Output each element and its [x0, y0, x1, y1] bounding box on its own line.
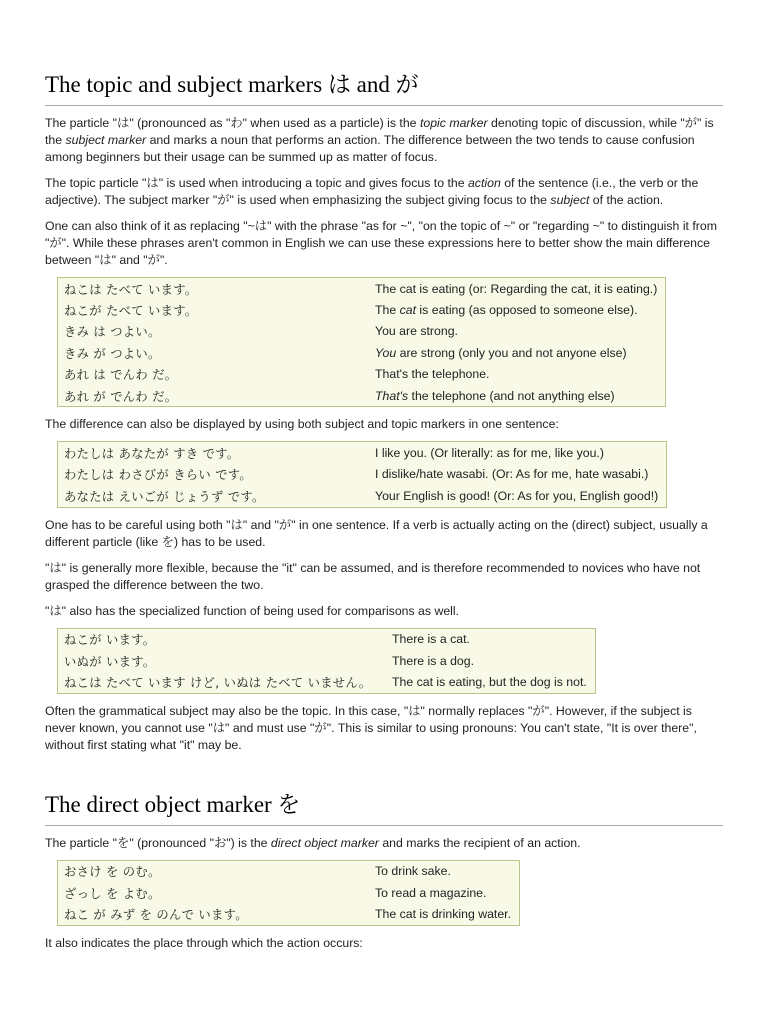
english-translation — [369, 321, 666, 342]
english-translation — [386, 628, 595, 650]
text-run: and marks a noun that performs an action. The difference between the two tends to cause confusion among beginners but their usage can be summed up as matter of focus. — [45, 133, 695, 164]
text-run: The particle "は" (pronounced as "わ" when used as a particle) is the — [45, 116, 420, 130]
section-heading-topic-subject: The topic and subject markers は and が — [45, 0, 723, 106]
english-translation — [369, 342, 666, 363]
paragraph — [45, 560, 723, 594]
japanese-example: わたしは わさびが きらい です。 — [64, 468, 252, 483]
text-run: I like you. (Or literally: as for me, like you.) — [375, 446, 604, 461]
text-run: "は" is generally more flexible, because the "it" can be assumed, and is therefore recommended to novices who have not grasped the difference between the two. — [45, 560, 701, 592]
text-run: and marks the recipient of an action. — [378, 835, 581, 850]
text-run: is eating (as opposed to someone else). — [416, 303, 638, 318]
paragraph — [45, 517, 723, 551]
text-run: The cat is drinking water. — [375, 907, 512, 922]
english-translation — [369, 903, 520, 925]
text-run: The particle "を" (pronounced "お") is the — [45, 835, 271, 850]
text-run: To read a magazine. — [375, 885, 487, 900]
japanese-example: あなたは えいごが じょうず です。 — [64, 489, 265, 504]
emphasis-text: topic marker — [419, 116, 488, 130]
section-heading-direct-object: The direct object marker を — [45, 786, 723, 826]
paragraph — [45, 835, 723, 852]
english-translation — [369, 442, 667, 464]
japanese-example: ねこが たべて います。 — [64, 304, 198, 319]
example-table — [57, 277, 666, 407]
japanese-example: わたしは あなたが すき です。 — [64, 447, 240, 462]
text-run: There is a cat. — [392, 632, 470, 647]
table-row — [58, 903, 520, 925]
emphasis-text: That's — [375, 388, 409, 403]
paragraph — [45, 703, 723, 754]
english-translation — [386, 650, 595, 671]
english-translation — [369, 364, 666, 385]
emphasis-text: direct object marker — [270, 835, 379, 850]
table-row — [58, 299, 666, 320]
emphasis-text: cat — [399, 303, 417, 318]
paragraph — [45, 416, 723, 433]
text-run: of the action. — [589, 193, 664, 207]
paragraph — [45, 603, 723, 620]
example-table — [57, 441, 667, 507]
text-run: One has to be careful using both "は" and "が" in one sentence. If a verb is actually acting on the (direct) subject, usually a different particle (like を) has to be used. — [45, 517, 708, 549]
paragraph — [45, 175, 723, 209]
table-row — [58, 882, 520, 903]
table-row — [58, 321, 666, 342]
english-translation — [369, 299, 666, 320]
table-row — [58, 485, 667, 507]
english-translation — [369, 278, 666, 300]
japanese-example: ねこが います。 — [64, 633, 156, 648]
table-row — [58, 671, 596, 693]
text-run: are strong (only you and not anyone else) — [396, 345, 627, 360]
text-run: One can also think of it as replacing "~は" with the phrase "as for ~", "on the topic of ~" or "regarding ~" to distinguish it from "が". While these phrases aren't common in English we can use these expressions here to better show the main difference between "は" and "が". — [45, 219, 717, 267]
japanese-example: きみ は つよい。 — [64, 325, 161, 340]
example-table — [57, 628, 596, 694]
text-run: The cat is eating, but the dog is not. — [392, 674, 587, 689]
text-run: The cat is eating (or: Regarding the cat, it is eating.) — [375, 281, 658, 296]
table-row — [58, 650, 596, 671]
table-row — [58, 364, 666, 385]
text-run: The topic particle "は" is used when introducing a topic and gives focus to the — [45, 176, 468, 190]
english-translation — [369, 882, 520, 903]
text-run: Your English is good! (Or: As for you, English good!) — [375, 488, 659, 503]
text-run: There is a dog. — [392, 653, 475, 668]
japanese-example: いぬが います。 — [64, 654, 156, 669]
text-run: To drink sake. — [375, 864, 451, 879]
japanese-example: ねこは たべて います けど, いぬは たべて いません。 — [64, 675, 372, 690]
japanese-example: ねこ が みず を のんで います。 — [64, 908, 248, 923]
japanese-example: あれ は でんわ だ。 — [64, 368, 178, 383]
table-row — [58, 278, 666, 300]
text-run: I dislike/hate wasabi. (Or: As for me, hate wasabi.) — [375, 467, 649, 482]
text-run: The — [375, 303, 400, 318]
emphasis-text: subject — [550, 193, 590, 207]
paragraph — [45, 935, 723, 952]
table-row — [58, 628, 596, 650]
text-run: denoting topic of discussion, while "が" is the — [45, 116, 714, 147]
english-translation — [369, 485, 667, 507]
text-run: Often the grammatical subject may also be the topic. In this case, "は" normally replaces "が". However, if the subject is never known, you cannot use "は" and must use "が". This is similar to using pronouns: You can't state, "It is over there", without first stating what "it" may be. — [45, 703, 697, 752]
table-row — [58, 442, 667, 464]
text-run: You are strong. — [375, 324, 458, 339]
paragraph — [45, 218, 723, 269]
english-translation — [369, 464, 667, 485]
emphasis-text: subject marker — [65, 133, 147, 147]
text-run: The difference can also be displayed by using both subject and topic markers in one sentence: — [45, 417, 559, 432]
english-translation — [369, 860, 520, 882]
text-run: That's the telephone. — [375, 367, 490, 382]
table-row — [58, 860, 520, 882]
emphasis-text: You — [375, 345, 397, 360]
japanese-example: おさけ を のむ。 — [64, 865, 161, 880]
text-run: of the sentence (i.e., the verb or the adjective). The subject marker "が" is used when emphasizing the subject giving focus to the — [45, 176, 699, 207]
japanese-example: ねこは たべて います。 — [64, 282, 198, 297]
table-row — [58, 342, 666, 363]
text-run: "は" also has the specialized function of being used for comparisons as well. — [45, 603, 460, 618]
table-row — [58, 464, 667, 485]
table-row — [58, 385, 666, 407]
text-run: the telephone (and not anything else) — [408, 388, 615, 403]
example-table — [57, 860, 520, 926]
japanese-example: ざっし を よむ。 — [64, 886, 161, 901]
english-translation — [369, 385, 666, 407]
japanese-example: きみ が つよい。 — [64, 346, 161, 361]
text-run: It also indicates the place through which the action occurs: — [45, 935, 363, 950]
japanese-example: あれ が でんわ だ。 — [64, 389, 178, 404]
paragraph — [45, 115, 723, 166]
english-translation — [386, 671, 595, 693]
emphasis-text: action — [467, 176, 501, 190]
